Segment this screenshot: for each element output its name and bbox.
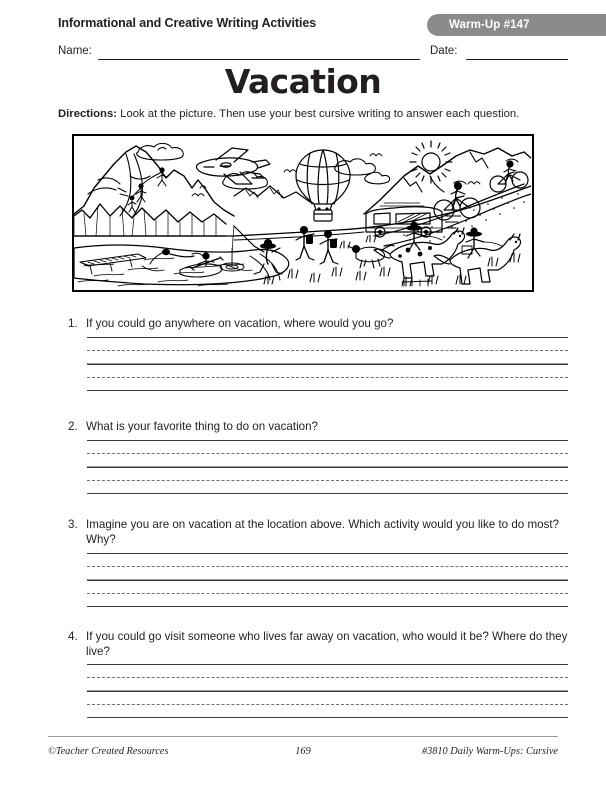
- line-rule-gray: [87, 717, 568, 718]
- name-label: Name:: [58, 45, 92, 57]
- line-rule-solid: [87, 664, 568, 665]
- answer-lines-3[interactable]: [87, 553, 568, 607]
- question-4-number: 4.: [68, 630, 78, 643]
- answer-lines-4[interactable]: [87, 664, 568, 718]
- page-footer: [0, 746, 606, 762]
- writing-line[interactable]: [87, 664, 568, 691]
- line-rule-gray: [87, 493, 568, 494]
- question-1-number: 1.: [68, 317, 78, 330]
- footer-divider: [48, 736, 558, 737]
- line-rule-dashed: [87, 566, 568, 567]
- line-rule-solid: [87, 440, 568, 441]
- line-rule-dashed: [87, 453, 568, 454]
- line-rule-dashed: [87, 704, 568, 705]
- line-rule-dashed: [87, 350, 568, 351]
- page-title: Vacation: [224, 62, 382, 101]
- footer-book-title: #3810 Daily Warm-Ups: Cursive: [421, 746, 558, 757]
- line-rule-solid: [87, 553, 568, 554]
- line-rule-solid: [87, 337, 568, 338]
- line-rule-dashed: [87, 377, 568, 378]
- directions-label: Directions:: [58, 108, 118, 120]
- question-3-text: Imagine you are on vacation at the location above. Which activity would you like to do most? Why?: [86, 518, 560, 546]
- question-4-text: If you could go visit someone who lives far away on vacation, who would it be? Where do they live?: [86, 630, 568, 658]
- line-rule-solid: [87, 364, 568, 365]
- vacation-scene-svg: [74, 136, 531, 289]
- writing-line[interactable]: [87, 580, 568, 607]
- vacation-illustration: [72, 134, 534, 292]
- series-title: Informational and Creative Writing Activities: [58, 16, 317, 30]
- line-rule-gray: [87, 606, 568, 607]
- date-input-rule[interactable]: [466, 59, 568, 60]
- writing-line[interactable]: [87, 467, 568, 494]
- writing-line[interactable]: [87, 337, 568, 364]
- footer-page-number: 169: [295, 746, 311, 757]
- line-rule-solid: [87, 691, 568, 692]
- line-rule-dashed: [87, 593, 568, 594]
- writing-line[interactable]: [87, 553, 568, 580]
- line-rule-gray: [87, 390, 568, 391]
- directions-text: Look at the picture. Then use your best cursive writing to answer each question.: [120, 108, 520, 120]
- line-rule-dashed: [87, 480, 568, 481]
- page-header: [0, 14, 606, 38]
- directions: [58, 108, 519, 120]
- warmup-badge: Warm-Up #147: [427, 14, 606, 36]
- question-3-number: 3.: [68, 518, 78, 531]
- line-rule-solid: [87, 467, 568, 468]
- name-input-rule[interactable]: [98, 59, 420, 60]
- writing-line[interactable]: [87, 364, 568, 391]
- writing-line[interactable]: [87, 440, 568, 467]
- footer-copyright: ©Teacher Created Resources: [48, 746, 169, 757]
- line-rule-solid: [87, 580, 568, 581]
- answer-lines-2[interactable]: [87, 440, 568, 494]
- line-rule-dashed: [87, 677, 568, 678]
- question-2-number: 2.: [68, 420, 78, 433]
- answer-lines-1[interactable]: [87, 337, 568, 391]
- question-2-text: What is your favorite thing to do on vacation?: [86, 420, 319, 433]
- date-label: Date:: [430, 45, 458, 57]
- question-1-text: If you could go anywhere on vacation, where would you go?: [86, 317, 394, 330]
- writing-line[interactable]: [87, 691, 568, 718]
